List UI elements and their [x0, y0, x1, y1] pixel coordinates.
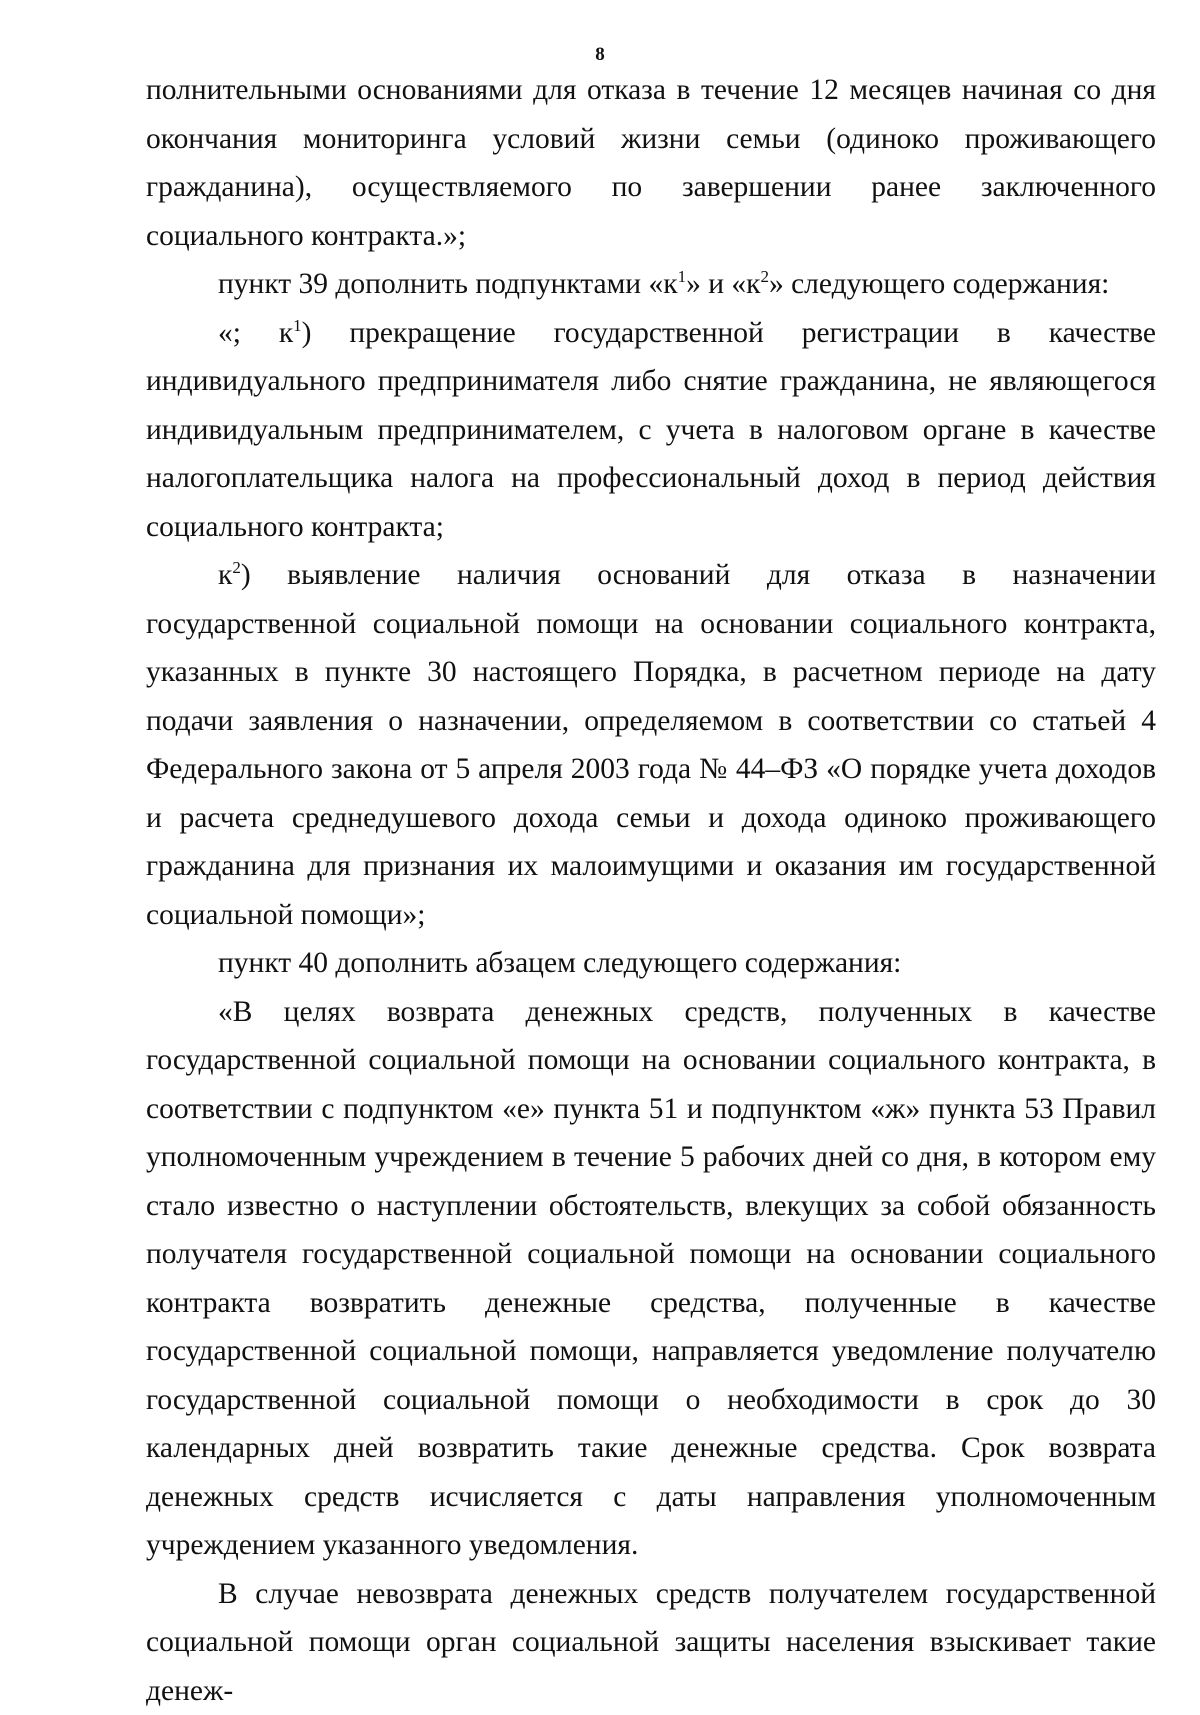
- document-body: [146, 66, 1156, 1715]
- superscript: 1: [293, 316, 302, 335]
- text-segment: пункт 39 дополнить подпунктами «к: [218, 268, 678, 300]
- paragraph-continuation: полнительными основаниями для отказа в течение 12 месяцев начиная со дня окончания мониторинга условий жизни семьи (одиноко проживающего гражданина), осуществляемого по завершении ранее заключенного социального контракта.»;: [146, 66, 1156, 260]
- page-number: 8: [0, 44, 1200, 66]
- superscript: 1: [678, 267, 687, 286]
- paragraph-item-39: [146, 260, 1156, 309]
- paragraph-subitem-k2: [146, 551, 1156, 939]
- text-segment: ) выявление наличия оснований для отказа в назначении государственной социальной помощи на основании социального контракта, указанных в пункте 30 настоящего Порядка, в расчетном периоде на дату подачи заявления о назначении, определяемом в соответствии со статьей 4 Федерального закона от 5 апреля 2003 года № 44–ФЗ «О порядке учета доходов и расчета среднедушевого дохода семьи и дохода одиноко проживающего гражданина для признания их малоимущими и оказания им государственной социальной помощи»;: [146, 559, 1156, 931]
- paragraph-refund-procedure: «В целях возврата денежных средств, полученных в качестве государственной социальной помощи на основании социального контракта, в соответствии с подпунктом «е» пункта 51 и подпунктом «ж» пункта 53 Правил уполномоченным учреждением в течение 5 рабочих дней со дня, в котором ему стало известно о наступлении обстоятельств, влекущих за собой обязанность получателя государственной социальной помощи на основании социального контракта возвратить денежные средства, полученные в качестве государственной социальной помощи, направляется уведомление получателю государственной социальной помощи о необходимости в срок до 30 календарных дней возвратить такие денежные средства. Срок возврата денежных средств исчисляется с даты направления уполномоченным учреждением указанного уведомления.: [146, 988, 1156, 1570]
- paragraph-subitem-k1: [146, 309, 1156, 552]
- paragraph-non-return: В случае невозврата денежных средств получателем государственной социальной помощи орган социальной защиты населения взыскивает такие денеж-: [146, 1570, 1156, 1715]
- text-segment: к: [218, 559, 232, 591]
- superscript: 2: [760, 267, 769, 286]
- text-segment: » и «к: [686, 268, 760, 300]
- text-segment: » следующего содержания:: [769, 268, 1109, 300]
- superscript: 2: [232, 558, 241, 577]
- text-segment: «; к: [218, 317, 293, 349]
- text-segment: ) прекращение государственной регистрации в качестве индивидуального предпринимателя либо снятие гражданина, не являющегося индивидуальным предпринимателем, с учета в налоговом органе в качестве налогоплательщика налога на профессиональный доход в период действия социального контракта;: [146, 317, 1156, 543]
- paragraph-item-40: пункт 40 дополнить абзацем следующего содержания:: [146, 939, 1156, 988]
